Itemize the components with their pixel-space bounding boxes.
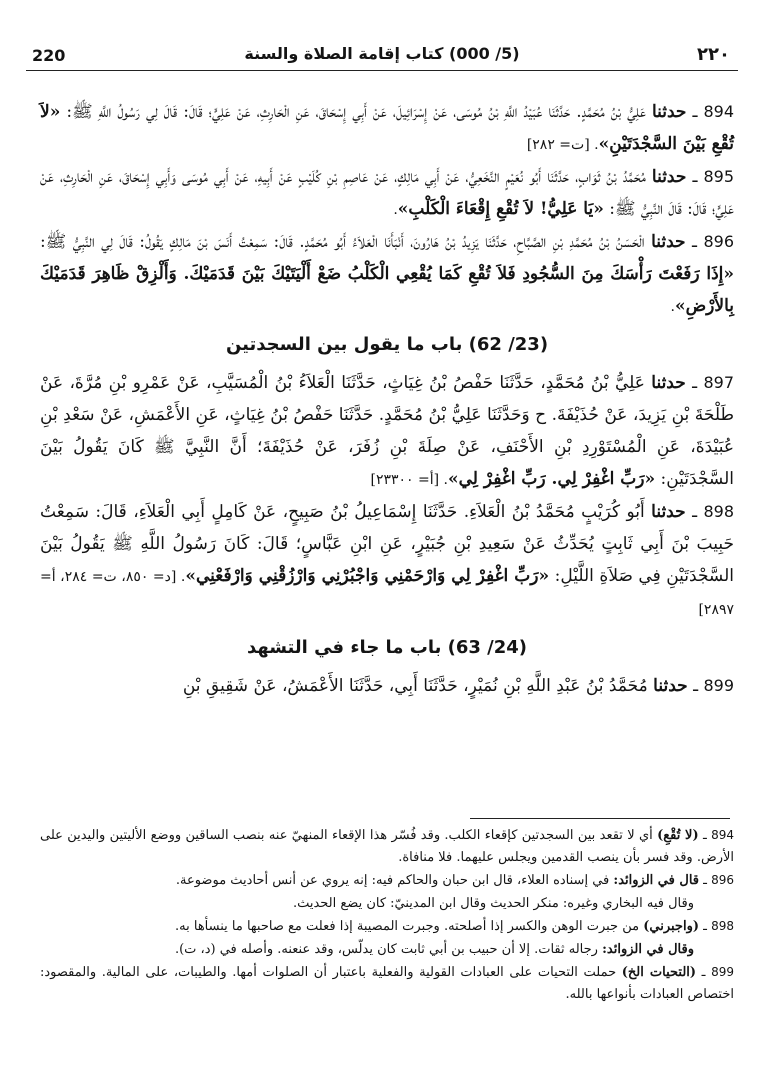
dash: ـ	[702, 828, 707, 843]
dash: ـ	[692, 167, 698, 187]
hadith-895	[40, 161, 734, 226]
haddathana: حدثنا	[653, 676, 688, 696]
hadith-quote: «لاَ تُقْعِ بَيْنَ السَّجْدَتَيْنِ»	[40, 102, 734, 154]
hadith-reference: . [د= ٨٥٠، ت= ٢٨٤، أ= ٢٨٩٧]	[40, 569, 734, 618]
dash: ـ	[692, 232, 698, 252]
isnad-text: الْحَسَنُ بْنُ مُحَمَّدِ بْنِ الصَّبَّاحِ، حَدَّثَنَا يَزِيدُ بْنُ هَارُونَ، أَنْبَأَنَا الْعَلاَءُ أَبُو مُحَمَّدٍ. قَالَ: سَمِعْتُ أَنَسَ بْنَ مَالِكٍ يَقُولُ: قَالَ لِي النَّبِيُّ ﷺ:	[40, 232, 645, 252]
footnote-number: 896	[711, 873, 734, 887]
dash: ـ	[703, 873, 707, 888]
hadith-quote: «يَا عَلِيُّ! لاَ تُقْعِ إِقْعَاءَ الْكَلْبِ»	[397, 199, 604, 219]
footnote-number: 894	[711, 828, 734, 842]
hadith-894	[40, 96, 734, 161]
haddathana: حدثنا	[651, 167, 687, 187]
chapter-running-title: (5/ 000) كتاب إقامة الصلاة والسنة	[244, 44, 520, 63]
footnote-head: وقال في الزوائد:	[602, 942, 694, 957]
dash: ـ	[692, 373, 698, 393]
hadith-reference: .	[670, 299, 675, 315]
footnote	[40, 915, 734, 938]
isnad-text: مُحَمَّدُ بْنُ ثَوَابٍ، حَدَّثَنَا أَبُو نُعَيْمٍ النَّخَعِيُّ، عَنْ أَبِي مَالِكٍ، عَنْ عَاصِمِ بْنِ كُلَيْبٍ عَنْ أَبِيهِ، عَنْ أَبِي مُوسَى وَأَبِي إِسْحَاقَ، عَنِ الْحَارِثِ، عَنْ عَلِيٍّ؛ قَالَ: قَالَ النَّبِيُّ ﷺ:	[40, 167, 734, 219]
running-header	[26, 40, 738, 71]
hadith-899	[40, 670, 734, 702]
footnote	[40, 824, 734, 869]
isnad-text: عَلِيُّ بْنُ مُحَمَّدٍ، حَدَّثَنَا حَفْصُ بْنُ غِيَاثٍ، حَدَّثَنَا الْعَلاَءُ بْنُ الْمُسَيَّبِ، عَنْ عَمْرِو بْنِ مُرَّةَ، عَنْ طَلْحَةَ بْنِ يَزِيدَ، عَنْ حُذَيْفَةَ. ح وَحَدَّثَنَا عَلِيُّ بْنُ مُحَمَّدٍ. حَدَّثَنَا حَفْصُ بْنُ غِيَاثٍ، عَنِ الأَعْمَشِ، عَنْ سَعْدِ بْنِ عُبَيْدَةَ، عَنِ الْمُسْتَوْرِدِ بْنِ الأَحْنَفِ، عَنْ صِلَةَ بْنِ زُفَرَ، عَنْ حُذَيْفَةَ؛ أَنَّ النَّبِيَّ ﷺ كَانَ يَقُولُ بَيْنَ السَّجْدَتَيْنِ:	[40, 373, 734, 489]
footnote-divider	[470, 818, 730, 819]
footnote-text: أي لا تقعد بين السجدتين كإقعاء الكلب. وقد فُسّر هذا الإقعاء المنهيّ عنه بنصب الساقين ووضع الأليتين واليدين على الأرض. وقد فسر بأن ينصب القدمين ويجلس عليهما. فلا منافاة.	[40, 828, 734, 865]
isnad-text: عَلِيُّ بْنُ مُحَمَّدٍ. حَدَّثَنَا عُبَيْدُ اللَّهِ بْنُ مُوسَى، عَنْ إِسْرَائِيلَ، عَنْ أَبِي إِسْحَاقَ، عَنِ الْحَارِثِ، عَنْ عَلِيٍّ؛ قَالَ: قَالَ لِي رَسُولُ اللَّهِ ﷺ:	[66, 102, 646, 122]
footnote-continuation	[40, 892, 734, 915]
footnote-number: 898	[711, 919, 734, 933]
isnad-text: أَبُو كُرَيْبٍ مُحَمَّدُ بْنُ الْعَلاَءِ. حَدَّثَنَا إِسْمَاعِيلُ بْنُ صَبِيحٍ، عَنْ كَامِلٍ أَبِي الْعَلاَءِ، قَالَ: سَمِعْتُ حَبِيبَ بْنَ أَبِي ثَابِتٍ يُحَدِّثُ عَنْ سَعِيدِ بْنِ جُبَيْرٍ، عَنِ ابْنِ عَبَّاسٍ؛ قَالَ: كَانَ رَسُولُ اللَّهِ ﷺ يَقُولُ بَيْنَ السَّجْدَتَيْنِ فِي صَلاَةِ اللَّيْلِ:	[40, 502, 734, 586]
haddathana: حدثنا	[651, 102, 687, 122]
haddathana: حدثنا	[651, 232, 686, 252]
footnote-head: (واجبرني)	[643, 919, 699, 934]
dash: ـ	[701, 965, 706, 980]
dash: ـ	[703, 919, 707, 934]
footnote-head: قال في الزوائد:	[613, 873, 699, 888]
haddathana: حدثنا	[651, 502, 686, 522]
hadith-number: 897	[703, 373, 734, 392]
dash: ـ	[692, 502, 698, 522]
footnote-text: من جبرت الوهن والكسر إذا أصلحته. وجبرت المصيبة إذا فعلت مع صاحبها ما ينسأها به.	[175, 919, 640, 934]
footnote-continuation	[40, 938, 734, 961]
footnote-text: حملت التحيات على العبادات القولية والفعلية باعتبار أن الصلوات أمها. والطيبات، على المالية. والمقصود: اختصاص العبادات بأنواعها بالله.	[40, 965, 734, 1002]
hadith-number: 899	[703, 676, 734, 695]
page-number-latin: 220	[32, 46, 66, 65]
footnote-text: في إسناده العلاء، قال ابن حبان والحاكم فيه: إنه يروي عن أنس أحاديث موضوعة.	[175, 873, 610, 888]
hadith-898	[40, 496, 734, 626]
footnote-number: 899	[711, 965, 734, 979]
hadith-number: 894	[703, 102, 735, 121]
hadith-quote: «رَبِّ اغْفِرْ لِي وَارْحَمْنِي وَاجْبُرْنِي وَارْزُقْنِي وَارْفَعْنِي»	[185, 566, 550, 586]
footnote-text: وقال فيه البخاري وغيره: منكر الحديث وقال ابن المدينيّ: كان يضع الحديث.	[292, 896, 694, 911]
hadith-number: 896	[703, 232, 735, 251]
hadith-number: 898	[703, 502, 735, 521]
hadith-897	[40, 367, 734, 496]
footnote	[40, 961, 734, 1006]
hadith-896	[40, 226, 734, 323]
dash: ـ	[692, 102, 698, 122]
hadith-number: 895	[703, 167, 735, 186]
page-number-arabic: ٢٢٠	[697, 44, 730, 65]
footnote-text: رجاله ثقات. إلا أن حبيب بن أبي ثابت كان يدلّس، وقد عنعنه. وأصله في (د، ت).	[174, 942, 598, 957]
footnote	[40, 869, 734, 892]
main-text	[40, 96, 734, 702]
hadith-reference: . [أ= ٢٣٣٠٠]	[370, 472, 449, 488]
footnote-head: (لا تُقْعِ)	[657, 828, 699, 843]
footnote-head: (التحيات الخ)	[621, 965, 697, 980]
chapter-heading: (24/ 63) باب ما جاء في التشهد	[246, 637, 528, 658]
haddathana: حدثنا	[651, 373, 686, 393]
footnotes	[40, 824, 734, 1006]
hadith-quote: «إِذَا رَفَعْتَ رَأْسَكَ مِنَ السُّجُودِ فَلاَ تُقْعِ كَمَا يُقْعِي الْكَلْبُ ضَعْ أَلْيَتَيْكَ بَيْنَ قَدَمَيْكَ. وَأَلْزِقْ ظَاهِرَ قَدَمَيْكَ بِالأَرْضِ»	[40, 264, 734, 316]
chapter-heading: (23/ 62) باب ما يقول بين السجدتين	[225, 334, 549, 355]
hadith-reference: . [ت= ٢٨٢]	[526, 137, 599, 153]
dash: ـ	[693, 676, 699, 696]
hadith-reference: .	[393, 202, 398, 218]
isnad-text: مُحَمَّدُ بْنُ عَبْدِ اللَّهِ بْنِ نُمَيْرٍ، حَدَّثَنَا أَبِي، حَدَّثَنَا الأَعْمَشُ، عَنْ شَقِيقِ بْنِ	[182, 676, 648, 696]
hadith-quote: «رَبِّ اغْفِرْ لِي. رَبِّ اغْفِرْ لِي»	[448, 469, 656, 489]
